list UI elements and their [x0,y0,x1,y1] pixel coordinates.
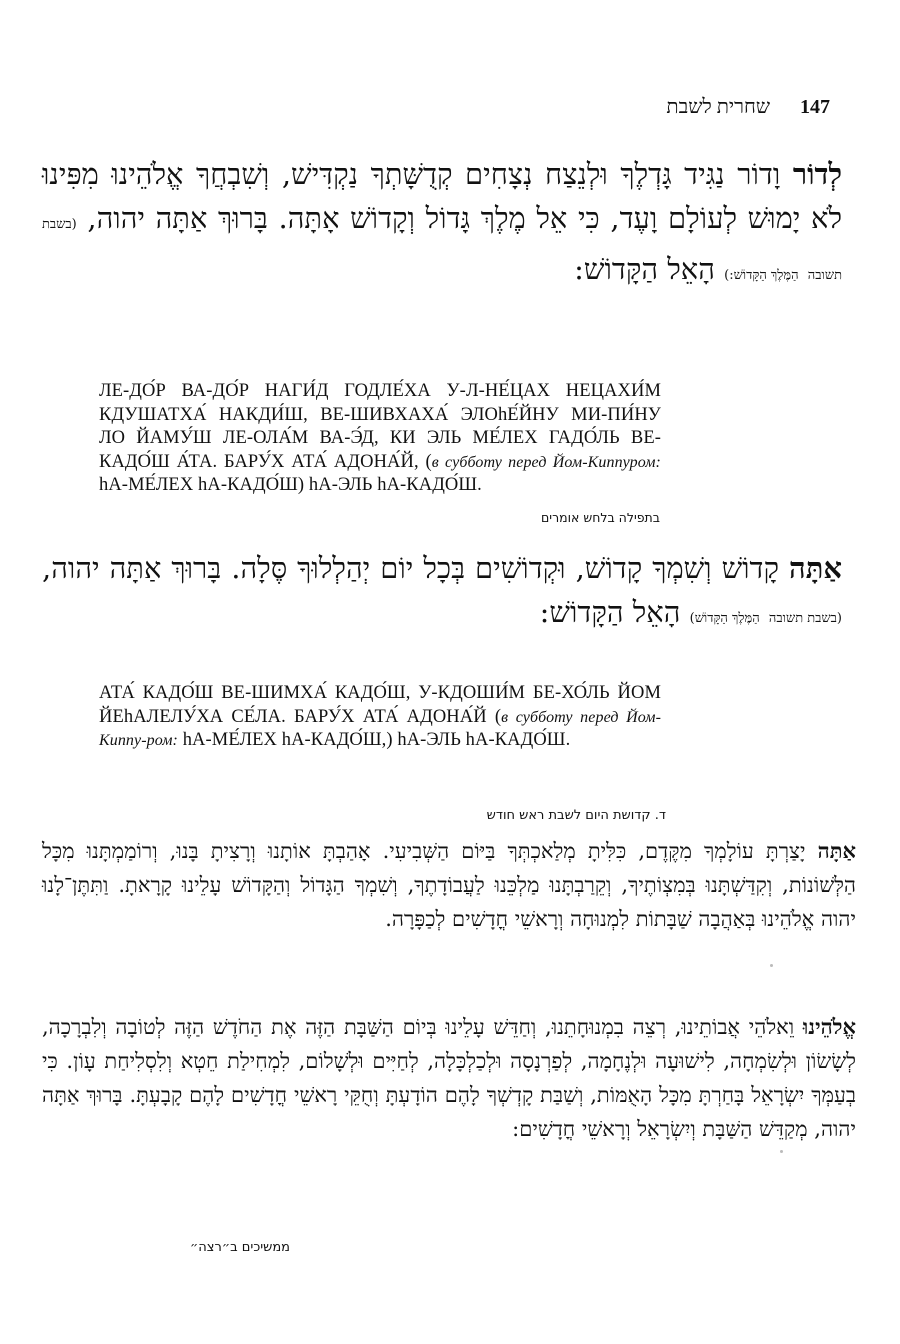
first-word: אַתָּה [789,551,843,585]
first-word: אַתָּה [817,838,856,863]
russian-transliteration-2 [99,682,661,754]
russian-transliteration-1 [99,380,661,500]
translit-text-a: ЛЕ-ДО́Р ВА-ДО́Р НАГИ́Д ГОДЛЕ́ХА У-Л-НЕ́ЦАХ НЕЦАХИ́М КДУШАТХА́ НАКДИ́Ш, ВЕ-ШИВХАХА́ ЭЛОhЕ́ЙНУ МИ-ПИ́НУ ЛО ЙАМУ́Ш ЛЕ-ОЛА́М ВА-Э́Д, КИ ЭЛЬ МЕ́ЛЕХ ГАДО́ЛЬ ВЕ-КАДО́Ш А́ТА. БАРУ́Х АТА́ АДОНА́Й, ( [99,381,661,472]
section-heading-kedushat-hayom: ד. קדושת היום לשבת ראש חודש [486,808,666,823]
note-open: (בשבת תשובה [768,611,842,626]
translit-text-b: hА-МЕ́ЛЕХ hА-КАДО́Ш,) hА-ЭЛЬ hА-КАДО́Ш. [177,730,571,751]
paper-speck [780,1150,783,1153]
hebrew-paragraph-ata-yatzarta [42,834,856,1004]
translit-text-b: hА-МЕ́ЛЕХ hА-КАДО́Ш) hА-ЭЛЬ hА-КАДО́Ш. [99,475,482,496]
hebrew-main-text: קָדוֹשׁ וְשִׁמְךָ קָדוֹשׁ, וּקְדוֹשִׁים בְּכָל יוֹם יְהַלְלוּךָ סֶּלָה. בָּרוּךְ אַתָּה יהוה, [42,551,780,585]
instruction-silent-prayer: בתפילה בלחש אומרים [540,510,660,525]
first-word: אֱלֹהֵינוּ [802,1014,856,1039]
note-text: הַמֶּלֶךְ הַקָּדוֹשׁ) [689,611,760,626]
hebrew-paragraph-ledor [42,152,842,328]
hebrew-end-text: הָאֵל הַקָּדוֹשׁ: [574,252,715,286]
hebrew-paragraph-ata-kadosh [42,546,842,678]
footer-instruction: ממשיכים ב״רצה״ [189,1240,290,1255]
paper-speck [770,964,773,967]
hebrew-main-text: וָדוֹר נַגִּיד גָּדְלֶךָ וּלְנֵצַח נְצָחִים קְדֻשָּׁתְךָ נַקְדִּישׁ, וְשִׁבְחֲךָ אֱלֹהֵינוּ מִפִּינוּ לֹא יָמוּשׁ לְעוֹלָם וָעֶד, כִּי אֵל מֶלֶךְ גָּדוֹל וְקָדוֹשׁ אָתָּה. בָּרוּךְ אַתָּה יהוה, [42,157,843,235]
running-title: שחרית לשבת [666,96,770,118]
first-word: לְדוֹר [792,157,843,191]
note-text: הַמֶּלֶךְ הַקָּדוֹשׁ:) [724,268,799,283]
translit-italic-note: в субботу перед Йом-Киппуром: [431,453,661,471]
page-header [590,96,830,126]
note-open: (בשבת תשובה [42,217,842,283]
hebrew-text: יָצַרְתָּ עוֹלָמְךָ מִקֶּדֶם, כִּלִּיתָ מְלַאכְתְּךָ בַּיּוֹם הַשְּׁבִיעִי. אָהַבְתָּ אוֹתָנוּ וְרָצִיתָ בָּנוּ, וְרוֹמַמְתָּנוּ מִכָּל הַלְּשׁוֹנוֹת, וְקִדַּשְׁתָּנוּ בְּמִצְוֹתֶיךָ, וְקֵרַבְתָּנוּ מַלְכֵּנוּ לַעֲבוֹדָתֶךָ, וְשִׁמְךָ הַגָּדוֹל וְהַקָּדוֹשׁ עָלֵינוּ קָרָאתָ. וַתִּתֶּן־לָנוּ יהוה אֱלֹהֵינוּ בְּאַהֲבָה שַׁבָּתוֹת לִמְנוּחָה וְרָאשֵׁי חֳדָשִׁים לְכַפָּרָה. [42,839,856,931]
page-number: 147 [800,96,830,118]
translit-text-a: АТА́ КАДО́Ш ВЕ-ШИМХА́ КАДО́Ш, У-КДОШИ́М БЕ-ХО́ЛЬ ЙОМ ЙЕhАЛЕЛУ́ХА СЕ́ЛА. БАРУ́Х АТА́ АДОНА́Й ( [99,683,661,727]
hebrew-paragraph-eloheinu [42,1010,856,1250]
translit-italic-note: в субботу перед Йом-Киппу-ром: [99,708,662,750]
hebrew-text: וֵאלֹהֵי אֲבוֹתֵינוּ, רְצֵה בִמְנוּחָתֵנוּ, וְחַדֵּשׁ עָלֵינוּ בְּיוֹם הַשַּׁבָּת הַזֶּה אֶת הַחֹדֶשׁ הַזֶּה לְטוֹבָה וְלִבְרָכָה, לְשָׂשׂוֹן וּלְשִׂמְחָה, לִישׁוּעָה וּלְנֶחָמָה, לְפַרְנָסָה וּלְכַלְכָּלָה, לְחַיִּים וּלְשָׁלוֹם, לִמְחִילַת חֵטְא וְלִסְלִיחַת עָוֹן. כִּי בְעַמְּךָ יִשְׂרָאֵל בָּחַרְתָּ מִכָּל הָאֻמּוֹת, וְשַׁבַּת קָדְשְׁךָ לָהֶם הוֹדָעְתָּ וְחֻקֵּי רָאשֵׁי חֳדָשִׁים לָהֶם קָבָעְתָּ. בָּרוּךְ אַתָּה יהוה, מְקַדֵּשׁ הַשַּׁבָּת וְיִשְׂרָאֵל וְרָאשֵׁי חֳדָשִׁים: [42,1015,856,1141]
hebrew-end-text: הָאֵל הַקָּדוֹשׁ: [539,595,681,629]
